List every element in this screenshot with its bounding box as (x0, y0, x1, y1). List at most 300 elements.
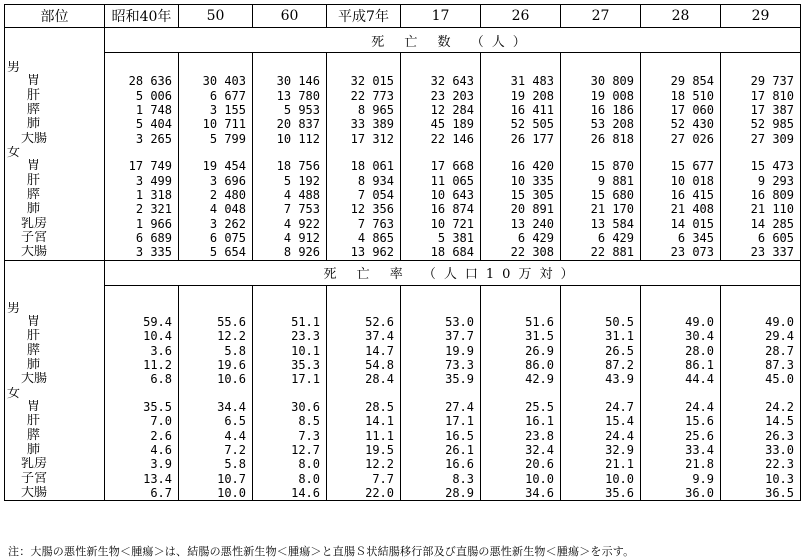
site-label: 肺 (5, 358, 105, 372)
value-cell: 9 881 (561, 173, 641, 187)
header-year: 昭和40年 (105, 5, 179, 28)
value-cell: 13 780 (253, 88, 327, 102)
value-cell: 16 874 (401, 202, 481, 216)
value-cell: 51.1 (253, 315, 327, 329)
value-cell: 14.1 (327, 414, 401, 428)
value-cell: 32 015 (327, 74, 401, 88)
header-year: 17 (401, 5, 481, 28)
value-cell: 7.3 (253, 428, 327, 442)
value-cell: 10 643 (401, 188, 481, 202)
table-row (5, 343, 801, 357)
empty-cell (105, 302, 179, 315)
spacer-cell (401, 285, 481, 302)
spacer-cell (481, 53, 561, 62)
value-cell: 7.7 (327, 472, 401, 486)
value-cell: 29 854 (641, 74, 721, 88)
table-row (5, 400, 801, 414)
spacer-cell (179, 53, 253, 62)
spacer-cell (105, 53, 179, 62)
value-cell: 26.9 (481, 343, 561, 357)
value-cell: 4 048 (179, 202, 253, 216)
empty-cell (179, 146, 253, 159)
sex-row-male (5, 61, 801, 74)
table-row (5, 202, 801, 216)
header-year: 27 (561, 5, 641, 28)
value-cell: 24.4 (641, 400, 721, 414)
value-cell: 1 748 (105, 103, 179, 117)
value-cell: 33.4 (641, 443, 721, 457)
value-cell: 5 404 (105, 117, 179, 131)
value-cell: 26 818 (561, 132, 641, 146)
site-label: 膵 (5, 343, 105, 357)
value-cell: 23 337 (721, 245, 801, 260)
value-cell: 5 192 (253, 173, 327, 187)
value-cell: 22.3 (721, 457, 801, 471)
value-cell: 10 018 (641, 173, 721, 187)
table-row (5, 217, 801, 231)
value-cell: 17 387 (721, 103, 801, 117)
section-title-row (5, 28, 801, 53)
empty-cell (105, 61, 179, 74)
value-cell: 1 318 (105, 188, 179, 202)
table-row (5, 329, 801, 343)
value-cell: 34.6 (481, 486, 561, 501)
table-row (5, 74, 801, 88)
empty-cell (561, 302, 641, 315)
spacer-cell (253, 285, 327, 302)
value-cell: 23.3 (253, 329, 327, 343)
value-cell: 2 321 (105, 202, 179, 216)
value-cell: 45.0 (721, 372, 801, 386)
table-row (5, 472, 801, 486)
site-label: 肺 (5, 202, 105, 216)
site-label: 膵 (5, 428, 105, 442)
value-cell: 22 308 (481, 245, 561, 260)
value-cell: 6 605 (721, 231, 801, 245)
table-row (5, 231, 801, 245)
value-cell: 35.5 (105, 400, 179, 414)
empty-cell (253, 302, 327, 315)
value-cell: 6 075 (179, 231, 253, 245)
value-cell: 35.6 (561, 486, 641, 501)
value-cell: 21 110 (721, 202, 801, 216)
value-cell: 33 389 (327, 117, 401, 131)
spacer-cell (641, 53, 721, 62)
site-label: 子宮 (5, 231, 105, 245)
value-cell: 30 403 (179, 74, 253, 88)
value-cell: 36.5 (721, 486, 801, 501)
table-row (5, 457, 801, 471)
table-row (5, 358, 801, 372)
value-cell: 10 711 (179, 117, 253, 131)
value-cell: 29 737 (721, 74, 801, 88)
site-label: 胃 (5, 74, 105, 88)
value-cell: 15 473 (721, 159, 801, 173)
section-title-row (5, 260, 801, 285)
value-cell: 21.1 (561, 457, 641, 471)
value-cell: 3 499 (105, 173, 179, 187)
empty-cell (253, 387, 327, 400)
value-cell: 7.0 (105, 414, 179, 428)
empty-cell (327, 302, 401, 315)
table-row (5, 428, 801, 442)
value-cell: 5 799 (179, 132, 253, 146)
value-cell: 44.4 (641, 372, 721, 386)
value-cell: 31 483 (481, 74, 561, 88)
value-cell: 23 073 (641, 245, 721, 260)
value-cell: 5 654 (179, 245, 253, 260)
value-cell: 12 284 (401, 103, 481, 117)
value-cell: 21 170 (561, 202, 641, 216)
value-cell: 28.4 (327, 372, 401, 386)
site-label: 肺 (5, 443, 105, 457)
value-cell: 15 870 (561, 159, 641, 173)
value-cell: 19 208 (481, 88, 561, 102)
value-cell: 10 721 (401, 217, 481, 231)
header-site: 部位 (5, 5, 105, 28)
value-cell: 16.1 (481, 414, 561, 428)
site-label: 大腸 (5, 132, 105, 146)
value-cell: 8.3 (401, 472, 481, 486)
value-cell: 20 891 (481, 202, 561, 216)
value-cell: 30 809 (561, 74, 641, 88)
header-year: 29 (721, 5, 801, 28)
value-cell: 14.5 (721, 414, 801, 428)
value-cell: 27 026 (641, 132, 721, 146)
site-label: 乳房 (5, 217, 105, 231)
spacer-cell (327, 53, 401, 62)
empty-cell (179, 302, 253, 315)
spacer-cell (721, 53, 801, 62)
sex-label: 男 (5, 302, 105, 315)
value-cell: 16 415 (641, 188, 721, 202)
spacer-cell (401, 53, 481, 62)
empty-cell (721, 387, 801, 400)
value-cell: 4.4 (179, 428, 253, 442)
value-cell: 3.6 (105, 343, 179, 357)
value-cell: 14 015 (641, 217, 721, 231)
value-cell: 8.0 (253, 457, 327, 471)
value-cell: 19 454 (179, 159, 253, 173)
site-label: 肺 (5, 117, 105, 131)
value-cell: 31.1 (561, 329, 641, 343)
empty-cell (327, 61, 401, 74)
value-cell: 52.6 (327, 315, 401, 329)
value-cell: 2.6 (105, 428, 179, 442)
value-cell: 21.8 (641, 457, 721, 471)
value-cell: 52 985 (721, 117, 801, 131)
spacer-row (5, 285, 801, 302)
table-row (5, 188, 801, 202)
table-row (5, 117, 801, 131)
value-cell: 50.5 (561, 315, 641, 329)
empty-cell (401, 387, 481, 400)
sex-row-female (5, 387, 801, 400)
value-cell: 27.4 (401, 400, 481, 414)
value-cell: 17 312 (327, 132, 401, 146)
value-cell: 6 345 (641, 231, 721, 245)
value-cell: 13.4 (105, 472, 179, 486)
empty-cell (641, 61, 721, 74)
header-row (5, 5, 801, 28)
value-cell: 15.6 (641, 414, 721, 428)
footnote: 注：大腸の悪性新生物＜腫瘍＞は、結腸の悪性新生物＜腫瘍＞と直腸Ｓ状結腸移行部及び直腸の悪性新生物＜腫瘍＞を示す。 (8, 545, 635, 558)
site-label: 肝 (5, 414, 105, 428)
value-cell: 6 429 (561, 231, 641, 245)
value-cell: 34.4 (179, 400, 253, 414)
value-cell: 37.4 (327, 329, 401, 343)
value-cell: 11.2 (105, 358, 179, 372)
value-cell: 87.3 (721, 358, 801, 372)
value-cell: 25.5 (481, 400, 561, 414)
value-cell: 28.9 (401, 486, 481, 501)
value-cell: 6 677 (179, 88, 253, 102)
value-cell: 16 186 (561, 103, 641, 117)
spacer-cell (641, 285, 721, 302)
value-cell: 8 965 (327, 103, 401, 117)
site-label: 肝 (5, 173, 105, 187)
empty-cell (401, 61, 481, 74)
value-cell: 10.3 (721, 472, 801, 486)
sex-row-male (5, 302, 801, 315)
value-cell: 10 112 (253, 132, 327, 146)
value-cell: 26.5 (561, 343, 641, 357)
section-title: 死 亡 率 （人口10万対） (105, 260, 801, 285)
header-year: 26 (481, 5, 561, 28)
value-cell: 22 881 (561, 245, 641, 260)
value-cell: 10.0 (561, 472, 641, 486)
value-cell: 24.7 (561, 400, 641, 414)
site-label: 子宮 (5, 472, 105, 486)
value-cell: 18 756 (253, 159, 327, 173)
empty-cell (481, 302, 561, 315)
value-cell: 19.5 (327, 443, 401, 457)
value-cell: 7 763 (327, 217, 401, 231)
empty-cell (721, 146, 801, 159)
value-cell: 26.1 (401, 443, 481, 457)
empty-cell (641, 302, 721, 315)
value-cell: 21 408 (641, 202, 721, 216)
value-cell: 32 643 (401, 74, 481, 88)
value-cell: 33.0 (721, 443, 801, 457)
value-cell: 12.2 (327, 457, 401, 471)
value-cell: 7.2 (179, 443, 253, 457)
value-cell: 13 962 (327, 245, 401, 260)
value-cell: 3.9 (105, 457, 179, 471)
value-cell: 6 429 (481, 231, 561, 245)
value-cell: 15 677 (641, 159, 721, 173)
value-cell: 54.8 (327, 358, 401, 372)
value-cell: 13 584 (561, 217, 641, 231)
header-year: 平成7年 (327, 5, 401, 28)
value-cell: 8 934 (327, 173, 401, 187)
site-label: 膵 (5, 188, 105, 202)
value-cell: 35.3 (253, 358, 327, 372)
value-cell: 4 922 (253, 217, 327, 231)
value-cell: 31.5 (481, 329, 561, 343)
spacer-row (5, 53, 801, 62)
empty-cell (561, 387, 641, 400)
site-label: 肝 (5, 88, 105, 102)
table-row (5, 372, 801, 386)
value-cell: 16.6 (401, 457, 481, 471)
value-cell: 25.6 (641, 428, 721, 442)
value-cell: 11.1 (327, 428, 401, 442)
value-cell: 6.8 (105, 372, 179, 386)
value-cell: 87.2 (561, 358, 641, 372)
value-cell: 24.2 (721, 400, 801, 414)
value-cell: 12.2 (179, 329, 253, 343)
empty-cell (105, 146, 179, 159)
value-cell: 14.7 (327, 343, 401, 357)
value-cell: 14.6 (253, 486, 327, 501)
value-cell: 4 912 (253, 231, 327, 245)
value-cell: 73.3 (401, 358, 481, 372)
value-cell: 4 865 (327, 231, 401, 245)
empty-cell (401, 302, 481, 315)
section-title: 死 亡 数 （人） (105, 28, 801, 53)
value-cell: 23.8 (481, 428, 561, 442)
table-row (5, 315, 801, 329)
value-cell: 10.7 (179, 472, 253, 486)
value-cell: 22.0 (327, 486, 401, 501)
value-cell: 17.1 (401, 414, 481, 428)
value-cell: 49.0 (641, 315, 721, 329)
spacer-cell (179, 285, 253, 302)
value-cell: 17 060 (641, 103, 721, 117)
table-row (5, 132, 801, 146)
value-cell: 55.6 (179, 315, 253, 329)
value-cell: 53.0 (401, 315, 481, 329)
table-row (5, 88, 801, 102)
value-cell: 28.7 (721, 343, 801, 357)
value-cell: 19 008 (561, 88, 641, 102)
empty-cell (105, 387, 179, 400)
header-year: 60 (253, 5, 327, 28)
value-cell: 9 293 (721, 173, 801, 187)
value-cell: 37.7 (401, 329, 481, 343)
value-cell: 28 636 (105, 74, 179, 88)
site-label: 肝 (5, 329, 105, 343)
value-cell: 20.6 (481, 457, 561, 471)
value-cell: 52 430 (641, 117, 721, 131)
value-cell: 12.7 (253, 443, 327, 457)
value-cell: 86.1 (641, 358, 721, 372)
value-cell: 42.9 (481, 372, 561, 386)
value-cell: 8.0 (253, 472, 327, 486)
spacer-cell (721, 285, 801, 302)
value-cell: 18 684 (401, 245, 481, 260)
value-cell: 29.4 (721, 329, 801, 343)
value-cell: 32.9 (561, 443, 641, 457)
value-cell: 7 054 (327, 188, 401, 202)
value-cell: 22 146 (401, 132, 481, 146)
value-cell: 3 262 (179, 217, 253, 231)
empty-cell (253, 146, 327, 159)
value-cell: 6 689 (105, 231, 179, 245)
value-cell: 35.9 (401, 372, 481, 386)
sex-label: 女 (5, 387, 105, 400)
value-cell: 5 006 (105, 88, 179, 102)
value-cell: 5.8 (179, 343, 253, 357)
value-cell: 17.1 (253, 372, 327, 386)
value-cell: 10 335 (481, 173, 561, 187)
empty-cell (721, 61, 801, 74)
value-cell: 5.8 (179, 457, 253, 471)
value-cell: 23 203 (401, 88, 481, 102)
empty-cell (481, 146, 561, 159)
value-cell: 27 309 (721, 132, 801, 146)
value-cell: 49.0 (721, 315, 801, 329)
spacer-cell (5, 285, 105, 302)
blank-cell (5, 28, 105, 53)
empty-cell (721, 302, 801, 315)
table-row (5, 173, 801, 187)
site-label: 胃 (5, 400, 105, 414)
value-cell: 4 488 (253, 188, 327, 202)
empty-cell (179, 61, 253, 74)
value-cell: 18 061 (327, 159, 401, 173)
value-cell: 17 668 (401, 159, 481, 173)
value-cell: 19.6 (179, 358, 253, 372)
blank-cell (5, 260, 105, 285)
value-cell: 13 240 (481, 217, 561, 231)
value-cell: 12 356 (327, 202, 401, 216)
value-cell: 30.6 (253, 400, 327, 414)
header-year: 50 (179, 5, 253, 28)
empty-cell (179, 387, 253, 400)
value-cell: 10.0 (179, 486, 253, 501)
value-cell: 52 505 (481, 117, 561, 131)
table-row (5, 103, 801, 117)
spacer-cell (5, 53, 105, 62)
value-cell: 16.5 (401, 428, 481, 442)
site-label: 大腸 (5, 245, 105, 260)
value-cell: 17 810 (721, 88, 801, 102)
value-cell: 86.0 (481, 358, 561, 372)
empty-cell (327, 146, 401, 159)
empty-cell (561, 61, 641, 74)
value-cell: 43.9 (561, 372, 641, 386)
sex-label: 女 (5, 146, 105, 159)
spacer-cell (327, 285, 401, 302)
value-cell: 19.9 (401, 343, 481, 357)
empty-cell (481, 387, 561, 400)
value-cell: 11 065 (401, 173, 481, 187)
value-cell: 2 480 (179, 188, 253, 202)
empty-cell (641, 387, 721, 400)
empty-cell (641, 146, 721, 159)
value-cell: 24.4 (561, 428, 641, 442)
value-cell: 18 510 (641, 88, 721, 102)
value-cell: 5 953 (253, 103, 327, 117)
value-cell: 6.7 (105, 486, 179, 501)
empty-cell (481, 61, 561, 74)
value-cell: 32.4 (481, 443, 561, 457)
value-cell: 8.5 (253, 414, 327, 428)
value-cell: 15.4 (561, 414, 641, 428)
empty-cell (327, 387, 401, 400)
header-year: 28 (641, 5, 721, 28)
value-cell: 14 285 (721, 217, 801, 231)
value-cell: 9.9 (641, 472, 721, 486)
spacer-cell (481, 285, 561, 302)
value-cell: 3 335 (105, 245, 179, 260)
empty-cell (253, 61, 327, 74)
value-cell: 3 265 (105, 132, 179, 146)
site-label: 胃 (5, 315, 105, 329)
table-row (5, 414, 801, 428)
